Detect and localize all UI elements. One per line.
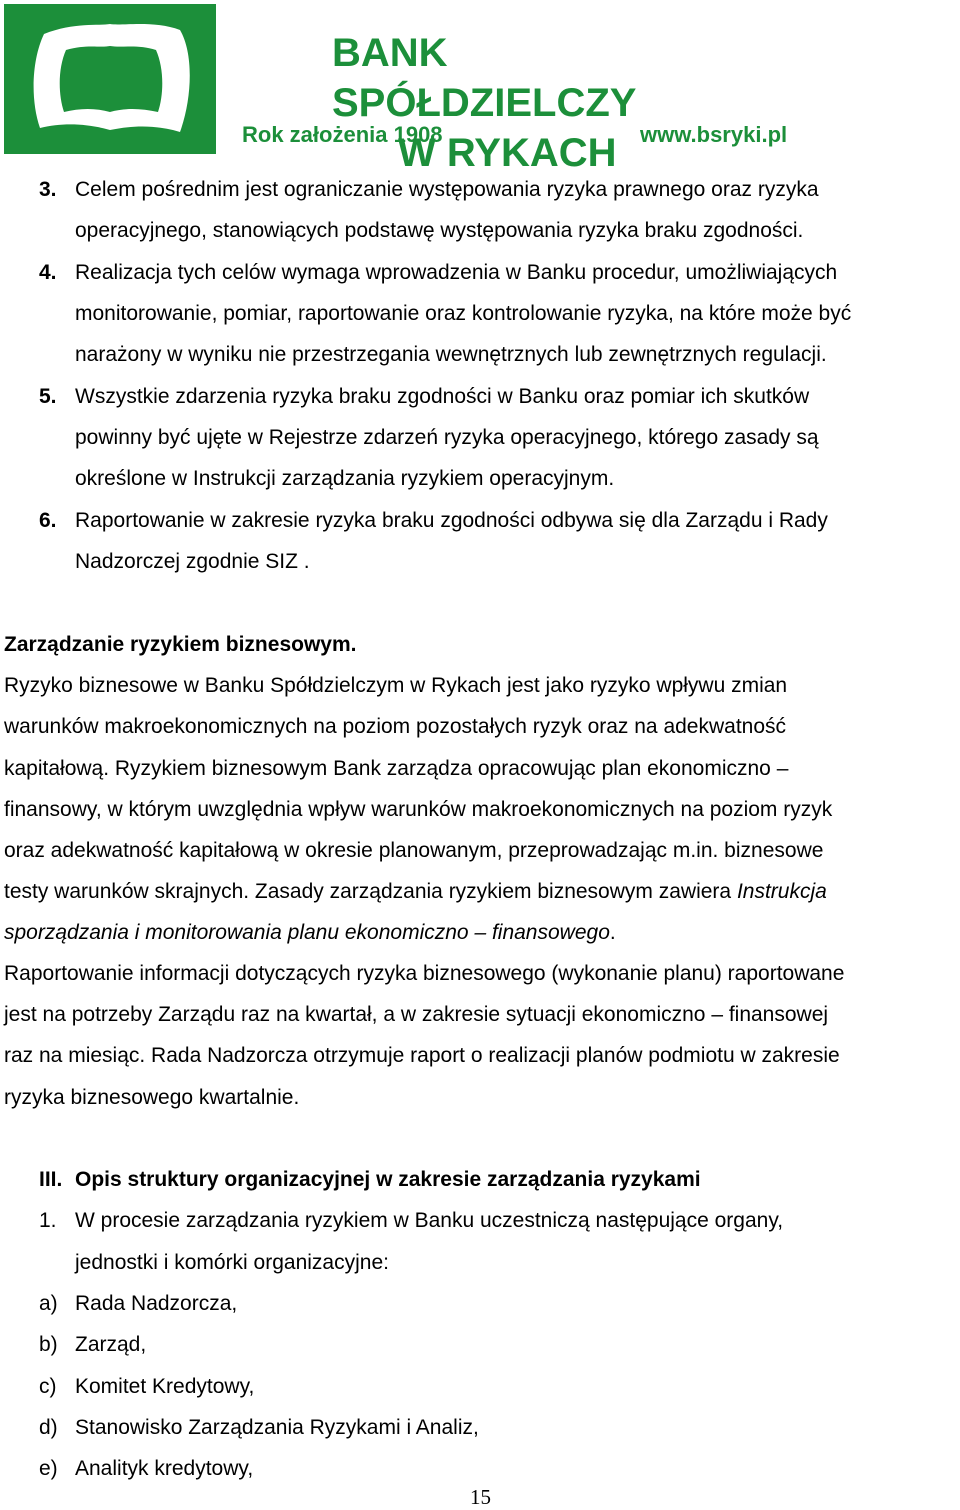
paragraph-line: kapitałową. Ryzykiem biznesowym Bank zarządza opracowując plan ekonomiczno – — [4, 757, 789, 780]
organ-item: Analityk kredytowy, — [75, 1457, 254, 1480]
paragraph-text: testy warunków skrajnych. Zasady zarządzania ryzykiem biznesowym zawiera — [4, 880, 737, 903]
list-item-number: 6. — [39, 509, 57, 532]
section-number: III. — [39, 1168, 63, 1191]
paragraph-line: raz na miesiąc. Rada Nadzorcza otrzymuje raport o realizacji planów podmiotu w zakresie — [4, 1044, 840, 1067]
list-item-number: 1. — [39, 1209, 57, 1232]
bank-title-line2: W RYKACH — [398, 131, 617, 175]
list-item-line: Wszystkie zdarzenia ryzyka braku zgodności w Banku oraz pomiar ich skutków — [75, 385, 810, 408]
bank-title-line1: BANK SPÓŁDZIELCZY — [332, 31, 637, 125]
paragraph-line: warunków makroekonomicznych na poziom pozostałych ryzyk oraz na adekwatność — [4, 715, 787, 738]
list-item-number: 4. — [39, 261, 57, 284]
paragraph-line: oraz adekwatność kapitałową w okresie planowanym, przeprowadzając m.in. biznesowe — [4, 839, 824, 862]
list-item-line: Raportowanie w zakresie ryzyka braku zgodności odbywa się dla Zarządu i Rady — [75, 509, 828, 532]
paragraph-line: Raportowanie informacji dotyczących ryzyka biznesowego (wykonanie planu) raportowane — [4, 962, 845, 985]
organ-letter: d) — [39, 1416, 58, 1439]
paragraph-line — [4, 880, 827, 904]
founded-year: Rok założenia 1908 — [242, 122, 443, 147]
organ-item: Stanowisko Zarządzania Ryzykami i Analiz, — [75, 1416, 479, 1439]
website-link[interactable]: www.bsryki.pl — [640, 122, 788, 147]
instruction-title-part1: Instrukcja — [736, 880, 827, 903]
paragraph-line: ryzyka biznesowego kwartalnie. — [4, 1086, 300, 1109]
list-item-line: Celem pośrednim jest ograniczanie występowania ryzyka prawnego oraz ryzyka — [75, 178, 819, 201]
section-heading: Zarządzanie ryzykiem biznesowym. — [4, 633, 357, 656]
instruction-title-part2: sporządzania i monitorowania planu ekonomiczno – finansowego — [4, 921, 610, 944]
paragraph-line: finansowy, w którym uwzględnia wpływ warunków makroekonomicznych na poziom ryzyk — [4, 798, 833, 821]
organ-letter: e) — [39, 1457, 58, 1480]
list-item-line: Nadzorczej zgodnie SIZ . — [75, 550, 310, 573]
list-item-line: powinny być ujęte w Rejestrze zdarzeń ryzyka operacyjnego, którego zasady są — [75, 426, 819, 449]
bank-title — [332, 28, 762, 178]
paragraph-line: Ryzyko biznesowe w Banku Spółdzielczym w Rykach jest jako ryzyko wpływu zmian — [4, 674, 788, 697]
paragraph-end: . — [609, 921, 616, 944]
list-item-number: 3. — [39, 178, 57, 201]
paragraph-line — [4, 921, 616, 945]
organ-item: Rada Nadzorcza, — [75, 1292, 238, 1315]
list-item-line: W procesie zarządzania ryzykiem w Banku uczestniczą następujące organy, — [75, 1209, 784, 1232]
list-item-number: 5. — [39, 385, 57, 408]
bank-logo-icon — [4, 4, 216, 154]
section-title: Opis struktury organizacyjnej w zakresie zarządzania ryzykami — [75, 1168, 701, 1191]
list-item-line: narażony w wyniku nie przestrzegania wewnętrznych lub zewnętrznych regulacji. — [75, 343, 827, 366]
organ-item: Zarząd, — [75, 1333, 147, 1356]
list-item-line: monitorowanie, pomiar, raportowanie oraz kontrolowanie ryzyka, na które może być — [75, 302, 852, 325]
organ-letter: c) — [39, 1375, 57, 1398]
list-item-line: określone w Instrukcji zarządzania ryzykiem operacyjnym. — [75, 467, 615, 490]
list-item-line: jednostki i komórki organizacyjne: — [75, 1251, 389, 1274]
paragraph-line: jest na potrzeby Zarządu raz na kwartał, a w zakresie sytuacji ekonomiczno – finansowej — [4, 1003, 829, 1026]
list-item-line: operacyjnego, stanowiących podstawę występowania ryzyka braku zgodności. — [75, 219, 804, 242]
organ-letter: b) — [39, 1333, 58, 1356]
list-item-line: Realizacja tych celów wymaga wprowadzenia w Banku procedur, umożliwiających — [75, 261, 838, 284]
organ-letter: a) — [39, 1292, 58, 1315]
page-number: 15 — [470, 1485, 491, 1509]
organ-item: Komitet Kredytowy, — [75, 1375, 255, 1398]
